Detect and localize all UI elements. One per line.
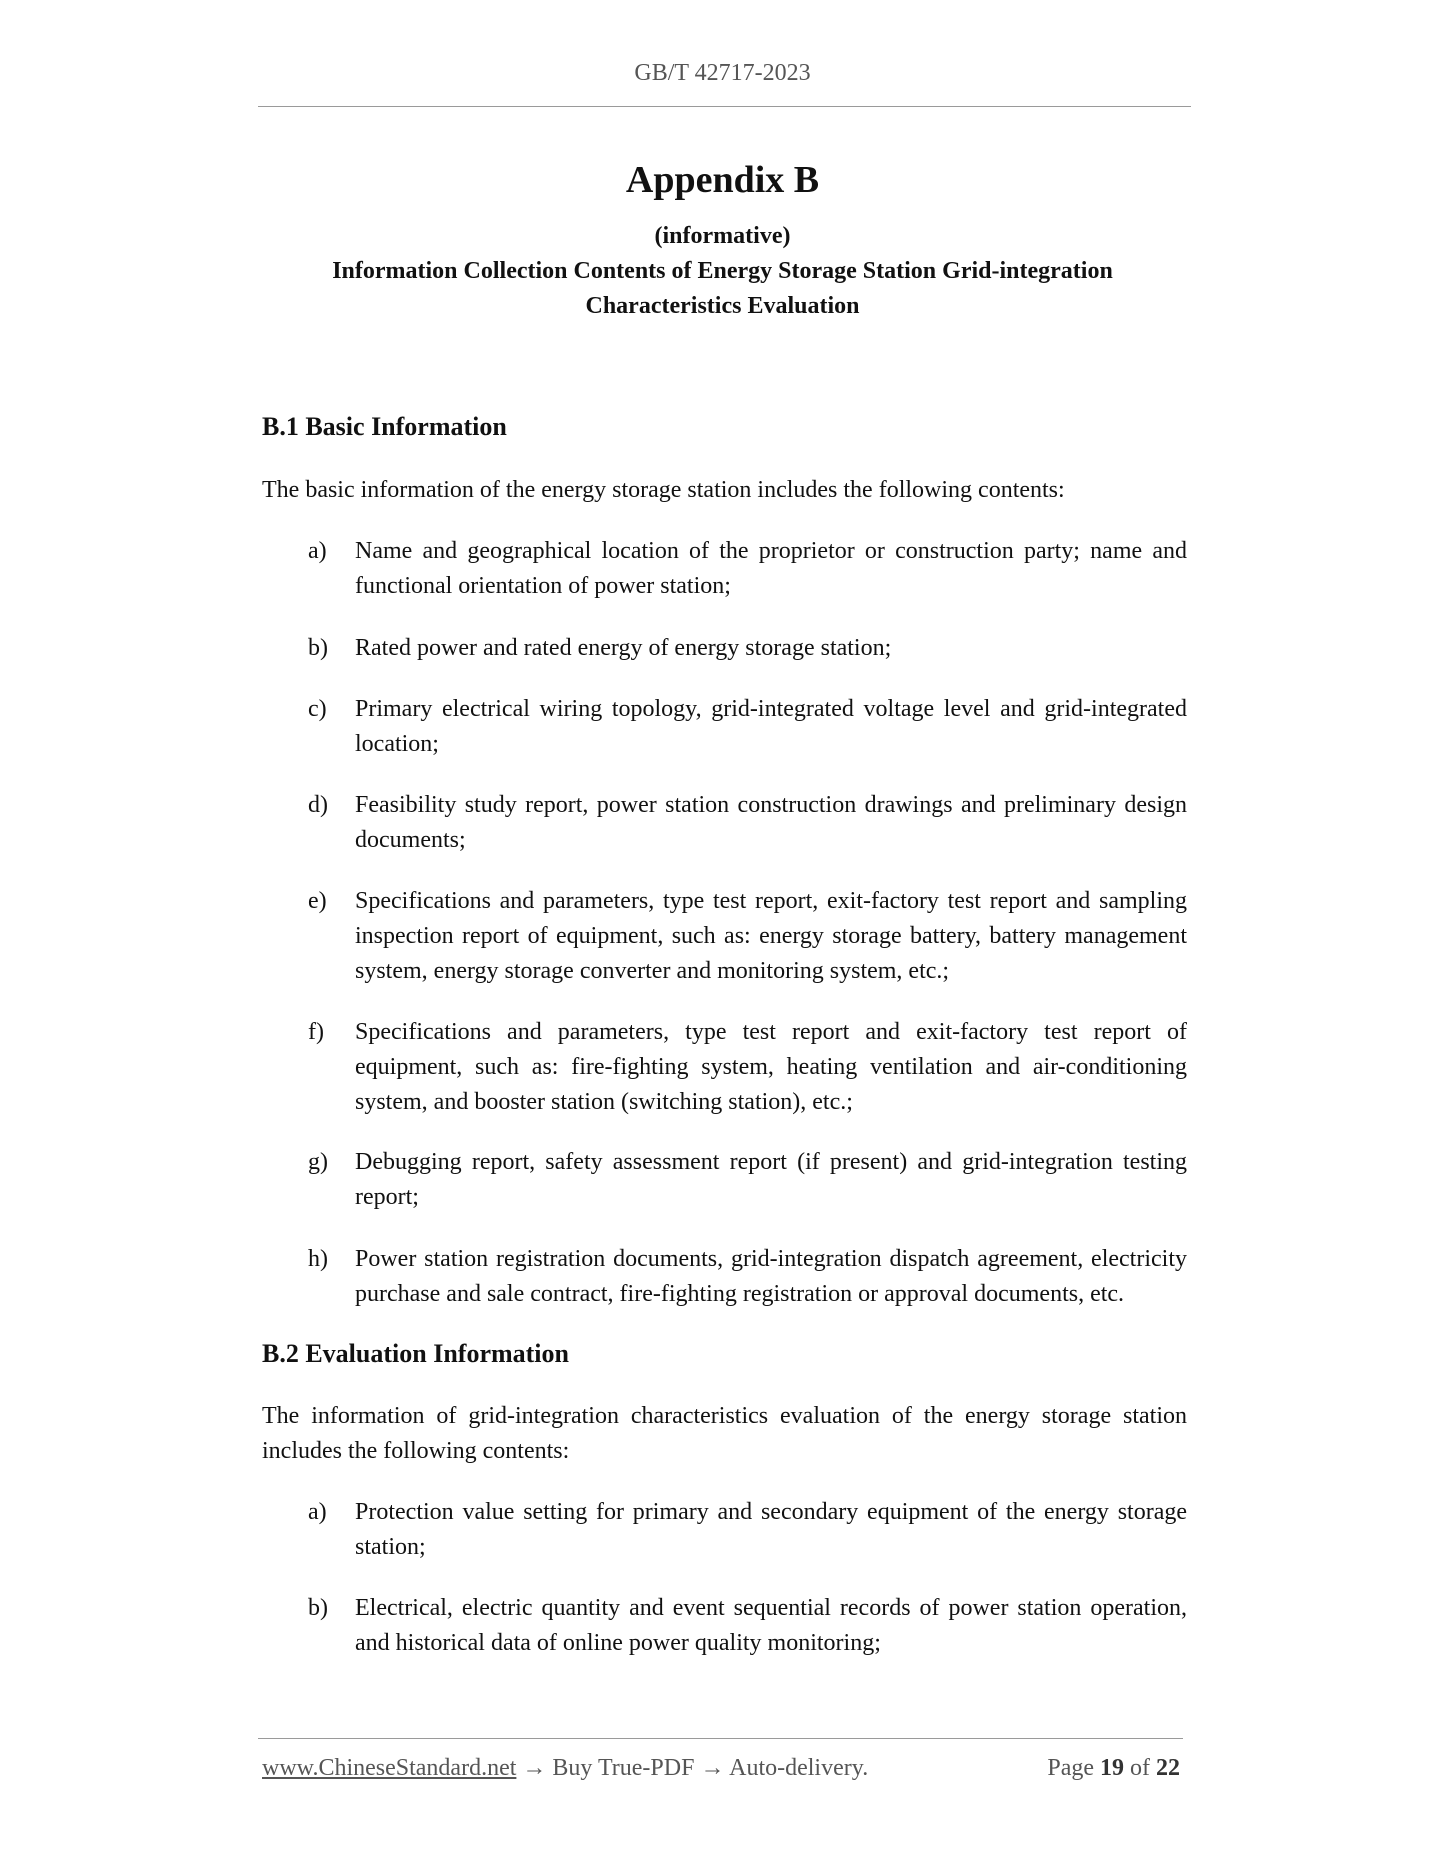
list-item-letter: h) [308, 1246, 328, 1272]
list-item [262, 692, 1187, 762]
list-item-letter: a) [308, 1499, 327, 1525]
list-item-letter: e) [308, 888, 327, 914]
appendix-qualifier: (informative) [654, 223, 791, 249]
list-item [262, 1495, 1187, 1565]
list-item-text: Rated power and rated energy of energy storage station; [355, 635, 892, 661]
list-item [262, 1242, 1187, 1312]
list-item [262, 1015, 1187, 1120]
list-item [262, 788, 1187, 858]
appendix-subtitle-block [0, 219, 1445, 324]
list-item [262, 884, 1187, 989]
list-item-text: Feasibility study report, power station construction drawings and preliminary design documents; [355, 792, 1187, 853]
footer-promo-text: → Buy True-PDF → Auto-delivery. [516, 1755, 869, 1781]
footer-divider [258, 1738, 1183, 1739]
list-item-text: Primary electrical wiring topology, grid-integrated voltage level and grid-integrated location; [355, 696, 1187, 757]
list-item-text: Name and geographical location of the proprietor or construction party; name and functional orientation of power station; [355, 538, 1187, 599]
list-item-letter: d) [308, 792, 328, 818]
list-item [262, 1145, 1187, 1215]
appendix-subtitle-line-2: Characteristics Evaluation [585, 293, 860, 319]
section-heading-b2: B.2 Evaluation Information [262, 1339, 569, 1368]
list-item-text: Debugging report, safety assessment report (if present) and grid-integration testing report; [355, 1149, 1187, 1210]
list-item-letter: b) [308, 635, 328, 661]
appendix-subtitle-line-1: Information Collection Contents of Energy Storage Station Grid-integration [332, 258, 1113, 284]
document-header-code: GB/T 42717-2023 [634, 60, 811, 86]
list-item-letter: b) [308, 1595, 328, 1621]
list-item-text: Electrical, electric quantity and event sequential records of power station operation, and historical data of online power quality monitoring; [355, 1595, 1187, 1656]
page-label: Page [1047, 1755, 1094, 1781]
chinesestandard-link[interactable]: www.ChineseStandard.net [262, 1755, 517, 1781]
list-item [262, 631, 1187, 666]
footer-promo [262, 1755, 868, 1782]
page-current: 19 [1100, 1755, 1124, 1781]
page-of-label: of [1130, 1755, 1150, 1781]
page-total: 22 [1156, 1755, 1180, 1781]
section-b1-intro: The basic information of the energy storage station includes the following contents: [262, 477, 1065, 503]
page-indicator [1047, 1755, 1180, 1782]
header-divider [258, 106, 1191, 107]
list-item-letter: f) [308, 1019, 324, 1045]
appendix-title: Appendix B [625, 159, 820, 201]
list-item-letter: c) [308, 696, 327, 722]
list-item-letter: a) [308, 538, 327, 564]
list-item-text: Specifications and parameters, type test report and exit-factory test report of equipment, such as: fire-fighting system, heating ventilation and air-conditioning system, and booster station (switching station), etc.; [355, 1019, 1187, 1115]
section-heading-b1: B.1 Basic Information [262, 412, 507, 441]
list-item-text: Specifications and parameters, type test report, exit-factory test report and sampling inspection report of equipment, such as: energy storage battery, battery management system, energy storage converter and monitoring system, etc.; [355, 888, 1187, 984]
list-item-letter: g) [308, 1149, 328, 1175]
section-b2-intro: The information of grid-integration characteristics evaluation of the energy storage station includes the following contents: [262, 1403, 1187, 1464]
list-item [262, 1591, 1187, 1661]
list-item-text: Power station registration documents, grid-integration dispatch agreement, electricity purchase and sale contract, fire-fighting registration or approval documents, etc. [355, 1246, 1187, 1307]
list-item [262, 534, 1187, 604]
list-item-text: Protection value setting for primary and secondary equipment of the energy storage station; [355, 1499, 1187, 1560]
